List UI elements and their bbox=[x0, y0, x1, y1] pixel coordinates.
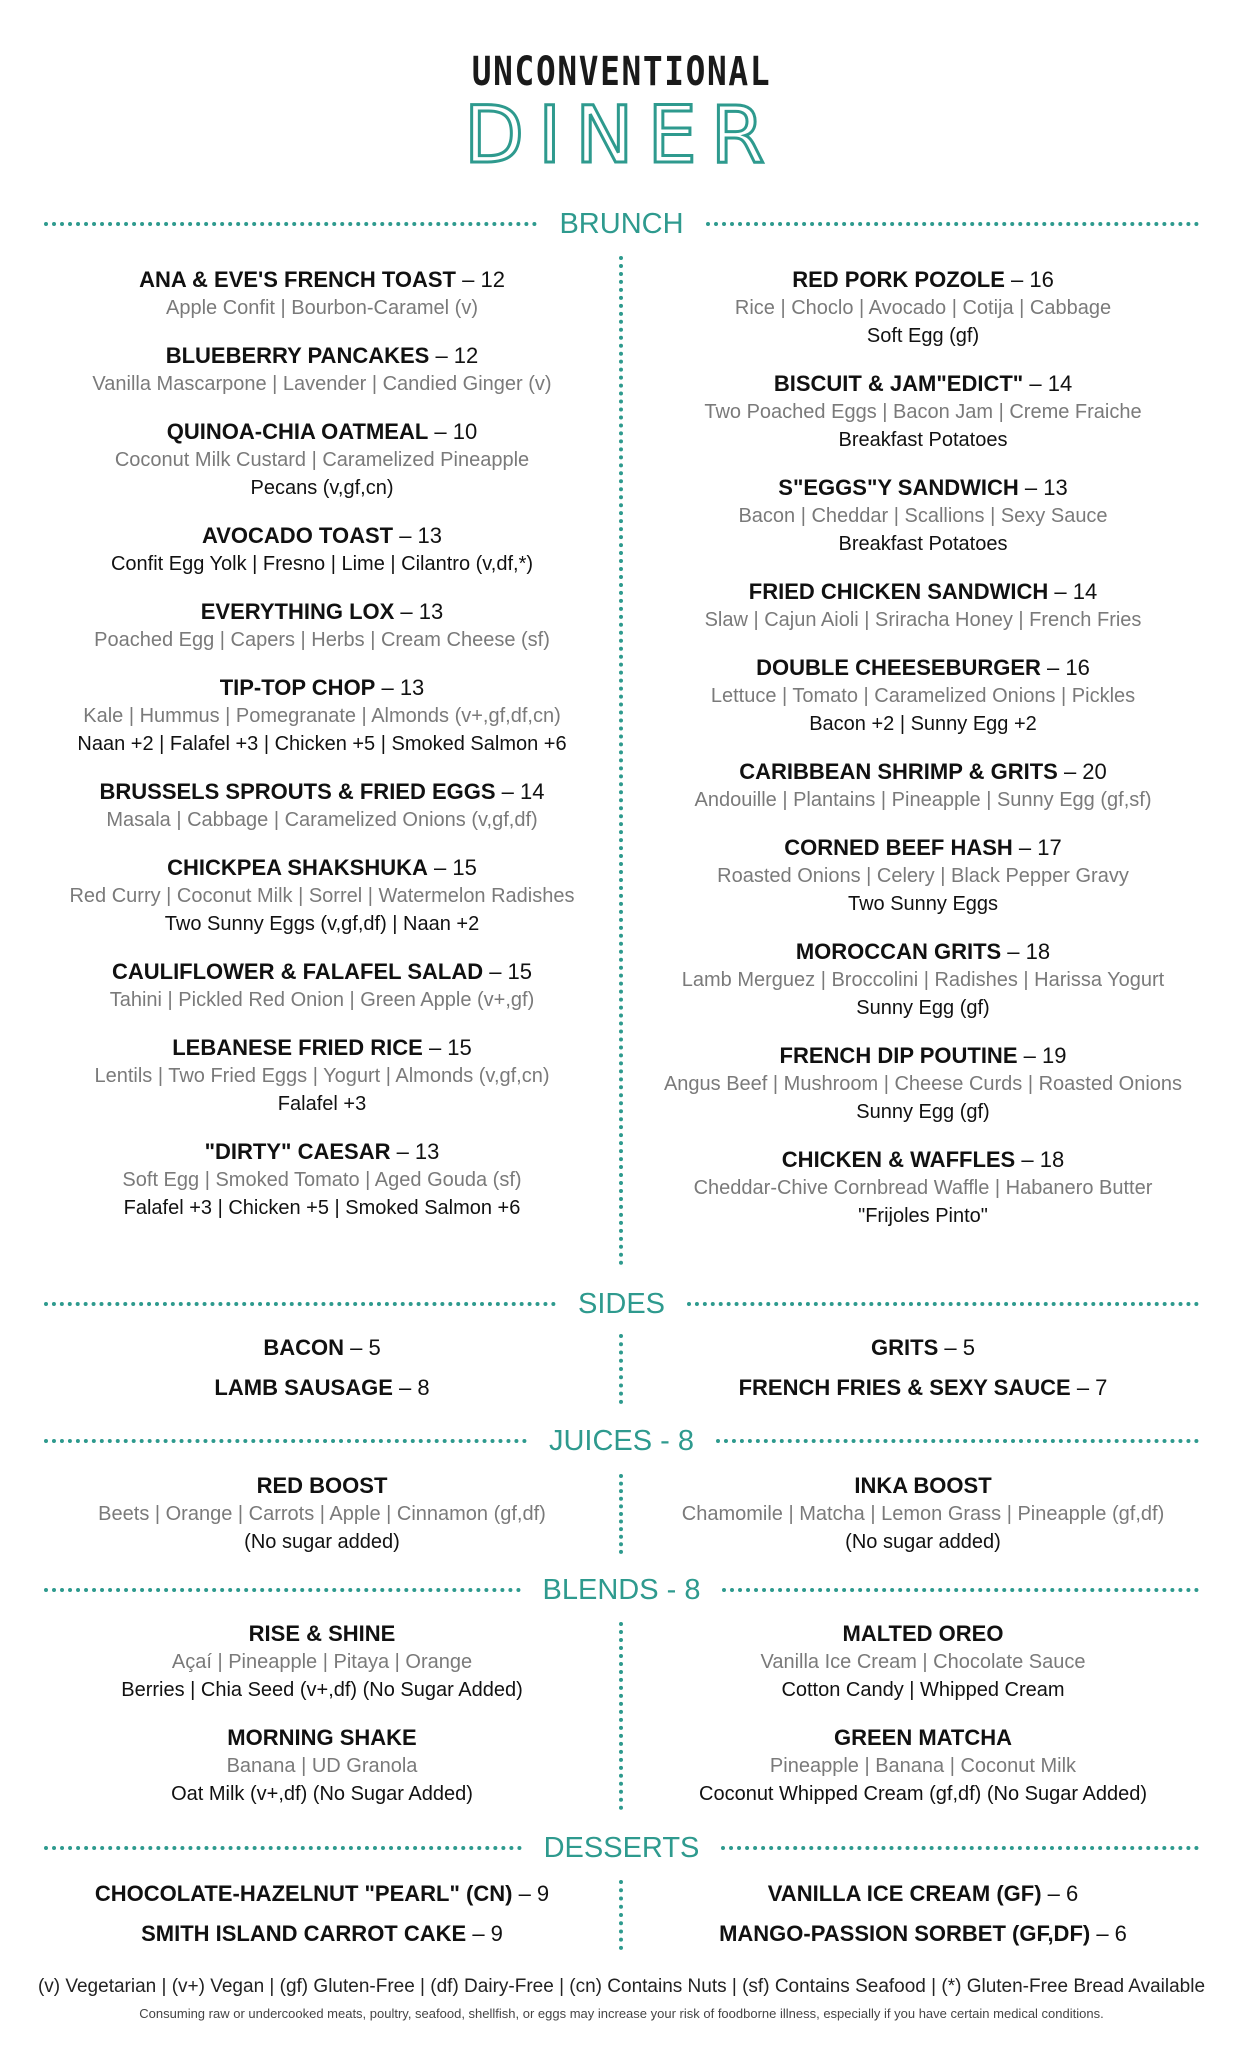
column-divider-desserts bbox=[619, 1880, 623, 1950]
menu-item-price: – 9 bbox=[512, 1881, 550, 1906]
menu-item-price: – 15 bbox=[483, 959, 533, 984]
menu-item-title bbox=[643, 1880, 1203, 1908]
menu-item bbox=[643, 370, 1203, 454]
menu-item-title bbox=[643, 1724, 1203, 1752]
dotted-rule-right bbox=[722, 1588, 1199, 1592]
menu-item bbox=[42, 854, 602, 938]
section-title-juices: JUICES - 8 bbox=[548, 1424, 695, 1457]
menu-item-title bbox=[42, 522, 602, 550]
menu-item-title bbox=[643, 758, 1203, 786]
menu-item-name: BLUEBERRY PANCAKES bbox=[165, 343, 430, 368]
menu-item bbox=[42, 342, 602, 398]
menu-item-name: CHOCOLATE-HAZELNUT "PEARL" (CN) bbox=[94, 1881, 513, 1906]
menu-item-price: – 13 bbox=[394, 599, 444, 624]
menu-item-name: BISCUIT & JAM"EDICT" bbox=[773, 371, 1024, 396]
menu-item bbox=[42, 1724, 602, 1808]
menu-item-title bbox=[42, 1880, 602, 1908]
column-divider-brunch bbox=[619, 256, 623, 1266]
menu-item-title bbox=[643, 654, 1203, 682]
logo-line-unconventional: UNCONVENTIONAL bbox=[471, 49, 772, 95]
menu-item-name: FRENCH DIP POUTINE bbox=[779, 1043, 1024, 1068]
menu-item-price: – 6 bbox=[1090, 1921, 1127, 1946]
menu-item-title bbox=[42, 1334, 602, 1362]
menu-item-title bbox=[42, 1472, 602, 1500]
menu-item-price: – 18 bbox=[1001, 939, 1051, 964]
menu-item-ingredients: Poached Egg | Capers | Herbs | Cream Cheese (sf) bbox=[94, 629, 550, 651]
menu-item bbox=[643, 1374, 1203, 1402]
menu-item-price: – 10 bbox=[428, 419, 478, 444]
menu-item-price: – 20 bbox=[1057, 759, 1107, 784]
dotted-rule-left bbox=[44, 1439, 527, 1443]
menu-item-name: CORNED BEEF HASH bbox=[784, 835, 1013, 860]
section-title-blends: BLENDS - 8 bbox=[542, 1573, 701, 1606]
food-safety-disclaimer: Consuming raw or undercooked meats, poultry, seafood, shellfish, or eggs may increase your risk of foodborne illness, especially if you have certain medical conditions. bbox=[139, 2006, 1104, 2021]
menu-item-ingredients: Apple Confit | Bourbon-Caramel (v) bbox=[166, 297, 478, 319]
menu-item-title bbox=[643, 474, 1203, 502]
menu-item-extras: Soft Egg (gf) bbox=[866, 325, 980, 347]
menu-item bbox=[643, 1724, 1203, 1808]
menu-item-name: LEBANESE FRIED RICE bbox=[172, 1035, 423, 1060]
menu-item-title bbox=[643, 1472, 1203, 1500]
menu-item bbox=[643, 758, 1203, 814]
menu-item-extras: Falafel +3 | Chicken +5 | Smoked Salmon +6 bbox=[123, 1197, 521, 1219]
column-divider-juices bbox=[619, 1474, 623, 1554]
menu-item-name: SMITH ISLAND CARROT CAKE bbox=[141, 1921, 467, 1946]
diner-logo bbox=[0, 48, 1243, 181]
menu-item bbox=[42, 1034, 602, 1118]
menu-item bbox=[42, 598, 602, 654]
menu-item-extras: Bacon +2 | Sunny Egg +2 bbox=[809, 713, 1037, 735]
menu-item-name: CARIBBEAN SHRIMP & GRITS bbox=[739, 759, 1058, 784]
menu-item-name: DOUBLE CHEESEBURGER bbox=[756, 655, 1041, 680]
menu-item-extras: Falafel +3 bbox=[277, 1093, 367, 1115]
menu-item bbox=[643, 1620, 1203, 1704]
menu-item-name: CAULIFLOWER & FALAFEL SALAD bbox=[111, 959, 484, 984]
menu-item-name: CHICKPEA SHAKSHUKA bbox=[167, 855, 428, 880]
menu-item-extras: Confit Egg Yolk | Fresno | Lime | Cilantro (v,df,*) bbox=[110, 553, 534, 575]
menu-item-name: MOROCCAN GRITS bbox=[795, 939, 1002, 964]
menu-item-name: RED PORK POZOLE bbox=[792, 267, 1005, 292]
menu-item-name: FRENCH FRIES & SEXY SAUCE bbox=[738, 1375, 1071, 1400]
menu-item-price: – 16 bbox=[1004, 267, 1054, 292]
menu-item bbox=[643, 654, 1203, 738]
menu-item-price: – 9 bbox=[466, 1921, 503, 1946]
menu-item bbox=[42, 266, 602, 322]
menu-item-extras: (No sugar added) bbox=[845, 1531, 1001, 1553]
menu-item-title bbox=[42, 854, 602, 882]
section-title-sides: SIDES bbox=[577, 1287, 666, 1320]
menu-item-extras: Cotton Candy | Whipped Cream bbox=[781, 1679, 1065, 1701]
menu-item-extras: (No sugar added) bbox=[244, 1531, 400, 1553]
menu-item-price: – 13 bbox=[375, 675, 425, 700]
menu-item-ingredients: Açaí | Pineapple | Pitaya | Orange bbox=[171, 1651, 473, 1673]
menu-item bbox=[42, 1334, 602, 1362]
menu-item-name: BACON bbox=[263, 1335, 344, 1360]
menu-item-title bbox=[643, 370, 1203, 398]
menu-item-title bbox=[42, 342, 602, 370]
dotted-rule-left bbox=[44, 1302, 556, 1306]
menu-item-ingredients: Coconut Milk Custard | Caramelized Pineapple bbox=[114, 449, 530, 471]
desserts-left-column bbox=[42, 1880, 602, 1948]
menu-item-title bbox=[643, 266, 1203, 294]
menu-item-price: – 14 bbox=[1048, 579, 1098, 604]
menu-item bbox=[42, 1920, 602, 1948]
menu-item bbox=[42, 1620, 602, 1704]
menu-item bbox=[42, 1472, 602, 1556]
menu-item-title bbox=[42, 778, 602, 806]
menu-item-extras: Naan +2 | Falafel +3 | Chicken +5 | Smoked Salmon +6 bbox=[77, 733, 567, 755]
menu-item-ingredients: Angus Beef | Mushroom | Cheese Curds | Roasted Onions bbox=[663, 1073, 1183, 1095]
menu-item-ingredients: Red Curry | Coconut Milk | Sorrel | Watermelon Radishes bbox=[69, 885, 575, 907]
menu-item-title bbox=[42, 266, 602, 294]
menu-item-name: ANA & EVE'S FRENCH TOAST bbox=[139, 267, 456, 292]
menu-item-price: – 7 bbox=[1070, 1375, 1108, 1400]
menu-item-title bbox=[643, 1620, 1203, 1648]
menu-item-name: EVERYTHING LOX bbox=[200, 599, 395, 624]
menu-item-title bbox=[42, 1138, 602, 1166]
menu-item-name: INKA BOOST bbox=[854, 1473, 992, 1498]
menu-item-title bbox=[42, 1620, 602, 1648]
menu-item-price: – 14 bbox=[495, 779, 545, 804]
menu-item-name: MANGO-PASSION SORBET (GF,DF) bbox=[719, 1921, 1091, 1946]
menu-item-ingredients: Roasted Onions | Celery | Black Pepper Gravy bbox=[717, 865, 1129, 887]
menu-item bbox=[643, 578, 1203, 634]
menu-item-extras: Breakfast Potatoes bbox=[838, 429, 1008, 451]
menu-item bbox=[42, 418, 602, 502]
dotted-rule-right bbox=[716, 1439, 1199, 1443]
dotted-rule-left bbox=[44, 222, 537, 226]
menu-item-ingredients: Two Poached Eggs | Bacon Jam | Creme Fraiche bbox=[704, 401, 1142, 423]
menu-item-ingredients: Vanilla Mascarpone | Lavender | Candied Ginger (v) bbox=[92, 373, 552, 395]
menu-item-ingredients: Lentils | Two Fried Eggs | Yogurt | Almonds (v,gf,cn) bbox=[94, 1065, 550, 1087]
menu-item-ingredients: Vanilla Ice Cream | Chocolate Sauce bbox=[760, 1651, 1086, 1673]
menu-item-price: – 8 bbox=[392, 1375, 430, 1400]
section-header-juices bbox=[44, 1421, 1199, 1461]
menu-item-title bbox=[643, 1146, 1203, 1174]
menu-item-extras: Breakfast Potatoes bbox=[838, 533, 1008, 555]
menu-item-name: GRITS bbox=[871, 1335, 939, 1360]
menu-item-ingredients: Kale | Hummus | Pomegranate | Almonds (v+,gf,df,cn) bbox=[83, 705, 561, 727]
column-divider-blends bbox=[619, 1622, 623, 1810]
menu-item-name: RED BOOST bbox=[256, 1473, 388, 1498]
menu-item-price: – 14 bbox=[1023, 371, 1073, 396]
desserts-right-column bbox=[643, 1880, 1203, 1948]
juices-right-column bbox=[643, 1472, 1203, 1556]
menu-item-ingredients: Slaw | Cajun Aioli | Sriracha Honey | French Fries bbox=[704, 609, 1142, 631]
sides-left-column bbox=[42, 1334, 602, 1402]
menu-item-price: – 12 bbox=[456, 267, 505, 292]
menu-item bbox=[643, 1146, 1203, 1230]
logo-line-diner: DINER bbox=[464, 91, 779, 181]
menu-item-title bbox=[42, 418, 602, 446]
menu-item-price: – 13 bbox=[393, 523, 443, 548]
menu-item-name: TIP-TOP CHOP bbox=[219, 675, 376, 700]
menu-item-name: FRIED CHICKEN SANDWICH bbox=[748, 579, 1049, 604]
menu-item-price: – 15 bbox=[422, 1035, 472, 1060]
menu-item-title bbox=[42, 958, 602, 986]
menu-item-ingredients: Bacon | Cheddar | Scallions | Sexy Sauce bbox=[738, 505, 1108, 527]
menu-item-name: RISE & SHINE bbox=[248, 1621, 396, 1646]
menu-item-title bbox=[42, 1920, 602, 1948]
dotted-rule-right bbox=[721, 1846, 1199, 1850]
section-title-brunch: BRUNCH bbox=[559, 207, 684, 240]
blends-left-column bbox=[42, 1620, 602, 1808]
menu-item-extras: "Frijoles Pinto" bbox=[858, 1205, 988, 1227]
menu-item bbox=[643, 1880, 1203, 1908]
menu-item bbox=[643, 474, 1203, 558]
dotted-rule-right bbox=[687, 1302, 1199, 1306]
menu-item bbox=[42, 1374, 602, 1402]
section-header-sides bbox=[44, 1284, 1199, 1324]
menu-item-extras: Two Sunny Eggs bbox=[847, 893, 999, 915]
menu-item-name: GREEN MATCHA bbox=[833, 1725, 1013, 1750]
menu-item-title bbox=[643, 1334, 1203, 1362]
menu-item-price: – 19 bbox=[1023, 1043, 1067, 1068]
section-header-brunch bbox=[44, 204, 1199, 244]
menu-item-price: – 13 bbox=[1018, 475, 1068, 500]
menu-item bbox=[42, 1880, 602, 1908]
menu-item-name: VANILLA ICE CREAM (GF) bbox=[767, 1881, 1042, 1906]
sides-right-column bbox=[643, 1334, 1203, 1402]
menu-item-title bbox=[42, 1034, 602, 1062]
menu-item bbox=[643, 1472, 1203, 1556]
menu-item-ingredients: Pineapple | Banana | Coconut Milk bbox=[769, 1755, 1077, 1777]
section-header-blends bbox=[44, 1570, 1199, 1610]
menu-item-ingredients: Masala | Cabbage | Caramelized Onions (v,gf,df) bbox=[106, 809, 538, 831]
menu-item-price: – 5 bbox=[938, 1335, 975, 1360]
menu-item-name: LAMB SAUSAGE bbox=[214, 1375, 393, 1400]
section-title-desserts: DESSERTS bbox=[543, 1831, 700, 1864]
menu-item-ingredients: Beets | Orange | Carrots | Apple | Cinnamon (gf,df) bbox=[98, 1503, 546, 1525]
dotted-rule-right bbox=[706, 222, 1199, 226]
menu-item-name: BRUSSELS SPROUTS & FRIED EGGS bbox=[99, 779, 496, 804]
menu-item-ingredients: Chamomile | Matcha | Lemon Grass | Pineapple (gf,df) bbox=[681, 1503, 1165, 1525]
menu-item-price: – 15 bbox=[427, 855, 477, 880]
menu-item-name: MALTED OREO bbox=[842, 1621, 1004, 1646]
menu-item-extras: Sunny Egg (gf) bbox=[856, 1101, 990, 1123]
menu-item-ingredients: Lamb Merguez | Broccolini | Radishes | Harissa Yogurt bbox=[681, 969, 1165, 991]
menu-item bbox=[643, 1920, 1203, 1948]
menu-item-extras: Berries | Chia Seed (v+,df) (No Sugar Added) bbox=[121, 1679, 523, 1701]
menu-item-title bbox=[42, 674, 602, 702]
menu-item-title bbox=[643, 938, 1203, 966]
menu-item-title bbox=[42, 1724, 602, 1752]
menu-item-ingredients: Rice | Choclo | Avocado | Cotija | Cabbage bbox=[734, 297, 1112, 319]
menu-item-title bbox=[42, 1374, 602, 1402]
menu-item bbox=[643, 1334, 1203, 1362]
menu-item-price: – 13 bbox=[390, 1139, 440, 1164]
menu-item-title bbox=[643, 578, 1203, 606]
menu-item-price: – 18 bbox=[1015, 1147, 1065, 1172]
dotted-rule-left bbox=[44, 1588, 521, 1592]
dietary-legend: (v) Vegetarian | (v+) Vegan | (gf) Gluten-Free | (df) Dairy-Free | (cn) Contains Nuts | (sf) Contains Seafood | (*) Gluten-Free Bread Available bbox=[37, 1976, 1206, 1997]
menu-item-extras: Coconut Whipped Cream (gf,df) (No Sugar Added) bbox=[699, 1783, 1147, 1805]
menu-item-price: – 16 bbox=[1040, 655, 1090, 680]
menu-item bbox=[643, 938, 1203, 1022]
juices-left-column bbox=[42, 1472, 602, 1556]
menu-item-ingredients: Lettuce | Tomato | Caramelized Onions | Pickles bbox=[710, 685, 1136, 707]
menu-item-ingredients: Soft Egg | Smoked Tomato | Aged Gouda (sf) bbox=[122, 1169, 522, 1191]
menu-item-title bbox=[643, 834, 1203, 862]
menu-item-extras: Oat Milk (v+,df) (No Sugar Added) bbox=[171, 1783, 473, 1805]
menu-item-ingredients: Andouille | Plantains | Pineapple | Sunny Egg (gf,sf) bbox=[694, 789, 1152, 811]
brunch-right-column bbox=[643, 266, 1203, 1230]
menu-item bbox=[643, 1042, 1203, 1126]
menu-item-ingredients: Cheddar-Chive Cornbread Waffle | Habanero Butter bbox=[693, 1177, 1153, 1199]
menu-item-ingredients: Banana | UD Granola bbox=[226, 1755, 418, 1777]
dotted-rule-left bbox=[44, 1846, 522, 1850]
section-header-desserts bbox=[44, 1828, 1199, 1868]
menu-item-ingredients: Tahini | Pickled Red Onion | Green Apple (v+,gf) bbox=[109, 989, 535, 1011]
menu-item bbox=[42, 958, 602, 1014]
menu-item-title bbox=[643, 1920, 1203, 1948]
menu-item-name: AVOCADO TOAST bbox=[201, 523, 394, 548]
column-divider-sides bbox=[619, 1334, 623, 1404]
menu-item-price: – 5 bbox=[343, 1335, 381, 1360]
menu-item-name: MORNING SHAKE bbox=[227, 1725, 417, 1750]
menu-item-price: – 17 bbox=[1012, 835, 1062, 860]
menu-item bbox=[42, 778, 602, 834]
menu-item-title bbox=[643, 1374, 1203, 1402]
menu-item-title bbox=[643, 1042, 1203, 1070]
menu-item bbox=[42, 1138, 602, 1222]
menu-item-name: "DIRTY" CAESAR bbox=[204, 1139, 391, 1164]
menu-item bbox=[42, 674, 602, 758]
menu-item-name: QUINOA-CHIA OATMEAL bbox=[166, 419, 429, 444]
menu-item-name: S"EGGS"Y SANDWICH bbox=[778, 475, 1019, 500]
menu-item-name: CHICKEN & WAFFLES bbox=[781, 1147, 1016, 1172]
menu-item-price: – 6 bbox=[1041, 1881, 1079, 1906]
menu-item-extras: Pecans (v,gf,cn) bbox=[250, 477, 394, 499]
menu-item-extras: Two Sunny Eggs (v,gf,df) | Naan +2 bbox=[164, 913, 480, 935]
menu-item-title bbox=[42, 598, 602, 626]
brunch-left-column bbox=[42, 266, 602, 1222]
menu-item-extras: Sunny Egg (gf) bbox=[856, 997, 990, 1019]
menu-item bbox=[42, 522, 602, 578]
menu-item bbox=[643, 266, 1203, 350]
menu-item bbox=[643, 834, 1203, 918]
blends-right-column bbox=[643, 1620, 1203, 1808]
menu-item-price: – 12 bbox=[429, 343, 479, 368]
